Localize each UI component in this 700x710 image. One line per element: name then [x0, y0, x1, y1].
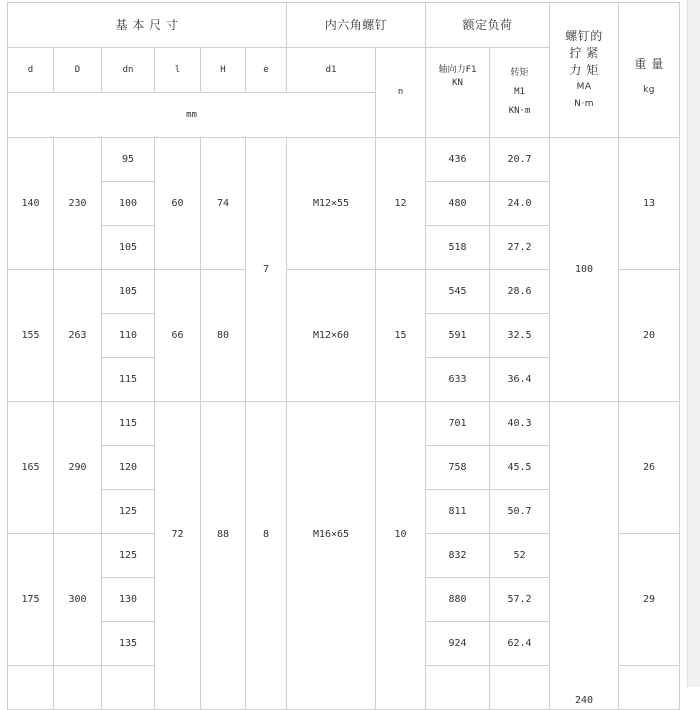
header-torque-line: 力 矩: [569, 62, 599, 77]
cell-H: 74: [201, 138, 246, 270]
cell-dn: 95: [102, 138, 155, 182]
cell-axial-force: 436: [426, 138, 490, 182]
cell-dn: 115: [102, 402, 155, 446]
cell-d1: M12×60: [287, 270, 376, 402]
cell-axial-force: 880: [426, 578, 490, 622]
cell-axial-force: 633: [426, 358, 490, 402]
cell-torque: 28.6: [490, 270, 550, 314]
header-torque-unit-symbol: MA: [576, 81, 592, 92]
header-hex-socket-bolt: 内六角螺钉: [287, 3, 426, 48]
cell-dn: 125: [102, 490, 155, 534]
cell-e: 8: [246, 402, 287, 710]
cell-axial-force: 811: [426, 490, 490, 534]
col-torque-symbol: M1: [514, 87, 525, 97]
cell-axial-force: 518: [426, 226, 490, 270]
cell-d: 165: [8, 402, 54, 534]
cell-axial-force: [426, 666, 490, 710]
cell-torque: 50.7: [490, 490, 550, 534]
cell-n: 10: [376, 402, 426, 710]
cell-D: [54, 666, 102, 710]
cell-dn: 100: [102, 182, 155, 226]
cell-dn: 110: [102, 314, 155, 358]
cell-dn: 130: [102, 578, 155, 622]
cell-D: 230: [54, 138, 102, 270]
cell-weight: 13: [619, 138, 680, 270]
col-torque-unit: KN·m: [508, 106, 531, 116]
cell-dn: 125: [102, 534, 155, 578]
cell-tightening-torque: 240: [550, 402, 619, 710]
cell-weight: 26: [619, 402, 680, 534]
cell-weight: 20: [619, 270, 680, 402]
col-l: l: [155, 48, 201, 93]
cell-d: 140: [8, 138, 54, 270]
cell-H: 80: [201, 270, 246, 402]
cell-weight: [619, 666, 680, 710]
cell-axial-force: 758: [426, 446, 490, 490]
cell-e: 7: [246, 138, 287, 402]
cell-torque: 52: [490, 534, 550, 578]
cell-D: 290: [54, 402, 102, 534]
cell-n: 15: [376, 270, 426, 402]
cell-d1: M16×65: [287, 402, 376, 710]
col-d: d: [8, 48, 54, 93]
cell-dn: 105: [102, 270, 155, 314]
cell-d: 155: [8, 270, 54, 402]
vertical-scrollbar[interactable]: [687, 0, 700, 687]
col-d1: d1: [287, 48, 376, 93]
cell-torque: 40.3: [490, 402, 550, 446]
col-axial-force-unit: KN: [452, 78, 463, 88]
cell-d1: M12×55: [287, 138, 376, 270]
cell-dn: 120: [102, 446, 155, 490]
cell-dn: 115: [102, 358, 155, 402]
col-D: D: [54, 48, 102, 93]
header-tightening-torque: [550, 3, 619, 138]
cell-D: 263: [54, 270, 102, 402]
header-basic-dimensions: 基 本 尺 寸: [8, 3, 287, 48]
cell-torque: 57.2: [490, 578, 550, 622]
unit-mm: mm: [8, 93, 376, 138]
cell-torque: 24.0: [490, 182, 550, 226]
col-dn: dn: [102, 48, 155, 93]
cell-l: 72: [155, 402, 201, 710]
cell-dn: 135: [102, 622, 155, 666]
cell-axial-force: 832: [426, 534, 490, 578]
col-torque: [490, 48, 550, 138]
header-torque-line: 螺钉的: [565, 28, 603, 43]
header-weight: [619, 3, 680, 138]
cell-axial-force: 545: [426, 270, 490, 314]
cell-torque: 45.5: [490, 446, 550, 490]
header-weight-label: 重 量: [634, 57, 664, 71]
col-n: n: [376, 48, 426, 138]
cell-d: [8, 666, 54, 710]
cell-d: 175: [8, 534, 54, 666]
col-torque-label: 转矩: [510, 68, 529, 78]
bearing-spec-table: [7, 2, 680, 710]
col-H: H: [201, 48, 246, 93]
cell-l: 66: [155, 270, 201, 402]
header-weight-unit: kg: [643, 85, 656, 95]
cell-axial-force: 924: [426, 622, 490, 666]
col-axial-force-label: 轴向力F1: [438, 65, 477, 75]
cell-D: 300: [54, 534, 102, 666]
cell-dn: [102, 666, 155, 710]
cell-torque: 27.2: [490, 226, 550, 270]
cell-n: 12: [376, 138, 426, 270]
cell-l: 60: [155, 138, 201, 270]
cell-torque: 20.7: [490, 138, 550, 182]
cell-torque: 36.4: [490, 358, 550, 402]
header-rated-load: 额定负荷: [426, 3, 550, 48]
header-torque-unit: N·m: [574, 98, 594, 109]
cell-axial-force: 480: [426, 182, 490, 226]
col-e: e: [246, 48, 287, 93]
cell-tightening-torque: 100: [550, 138, 619, 402]
cell-weight: 29: [619, 534, 680, 666]
header-torque-line: 拧 紧: [569, 45, 599, 60]
col-axial-force: [426, 48, 490, 138]
cell-torque: 62.4: [490, 622, 550, 666]
cell-H: 88: [201, 402, 246, 710]
cell-axial-force: 701: [426, 402, 490, 446]
cell-torque: [490, 666, 550, 710]
cell-axial-force: 591: [426, 314, 490, 358]
cell-dn: 105: [102, 226, 155, 270]
cell-torque: 32.5: [490, 314, 550, 358]
